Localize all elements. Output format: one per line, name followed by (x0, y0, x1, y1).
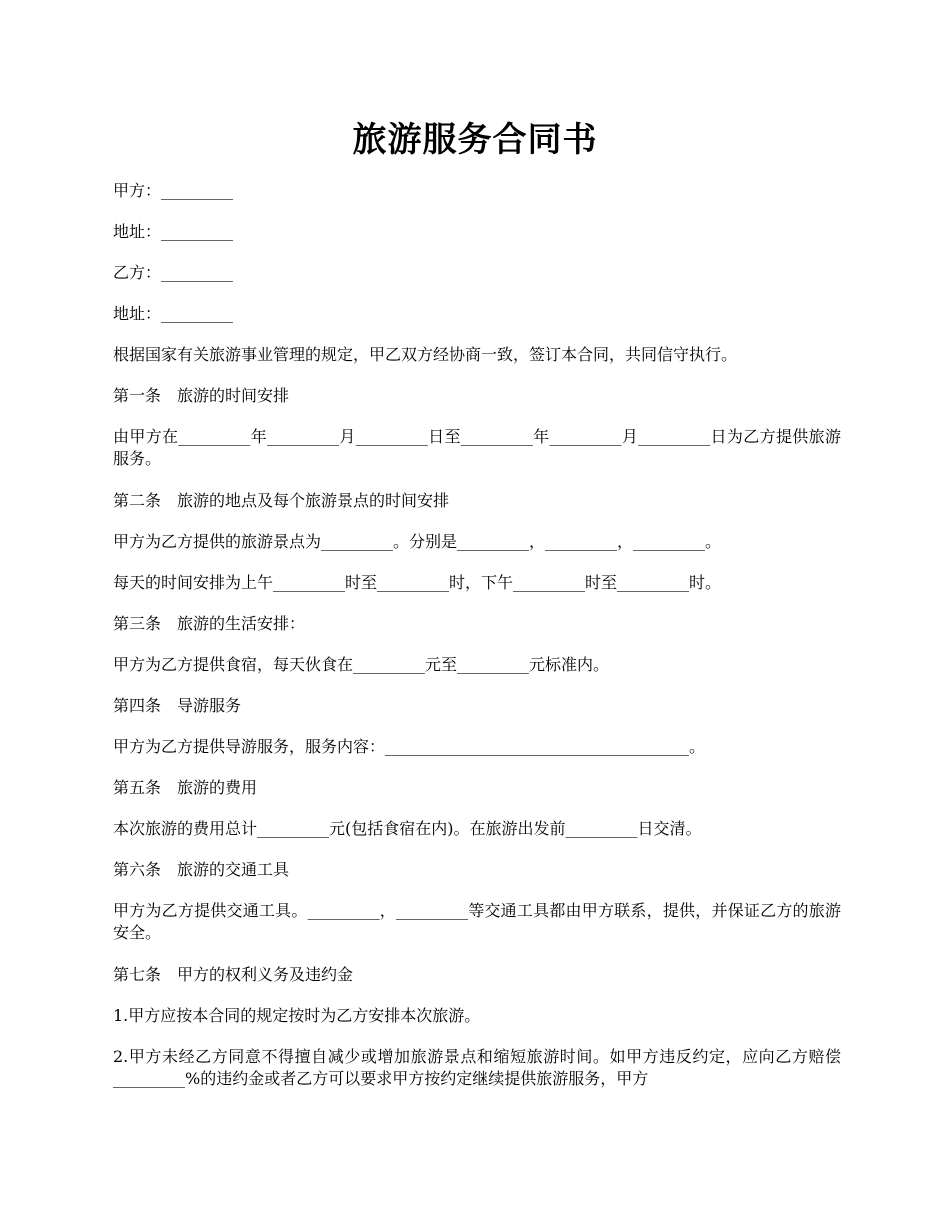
document-body (113, 180, 841, 1110)
article-6-heading: 第六条 旅游的交通工具 (113, 860, 290, 879)
article-6-body: 甲方为乙方提供交通工具。_________，_________等交通工具都由甲方联系，提供，并保证乙方的旅游安全。 (113, 901, 841, 942)
article-5-heading: 第五条 旅游的费用 (113, 778, 258, 797)
article-4-body: 甲方为乙方提供导游服务，服务内容：______________________________________。 (113, 737, 706, 756)
document-title: 旅游服务合同书 (352, 120, 598, 160)
article-5-body: 本次旅游的费用总计_________元(包括食宿在内)。在旅游出发前_________日交清。 (113, 819, 702, 838)
article-7-item-1: 1.甲方应按本合同的规定按时为乙方安排本次旅游。 (113, 1006, 481, 1025)
party-a-address-line: 地址：_________ (113, 222, 234, 241)
party-a-line: 甲方：_________ (113, 181, 234, 200)
article-3-heading: 第三条 旅游的生活安排： (113, 614, 306, 633)
article-1-heading: 第一条 旅游的时间安排 (113, 386, 290, 405)
article-7-heading: 第七条 甲方的权利义务及违约金 (113, 965, 354, 984)
article-3-body: 甲方为乙方提供食宿，每天伙食在_________元至_________元标准内。 (113, 655, 610, 674)
article-4-heading: 第四条 导游服务 (113, 696, 242, 715)
article-2-body-spots: 甲方为乙方提供的旅游景点为_________。分别是_________，_________，_________。 (113, 532, 722, 551)
party-b-line: 乙方：_________ (113, 263, 234, 282)
article-2-body-schedule: 每天的时间安排为上午_________时至_________时，下午_________时至_________时。 (113, 573, 722, 592)
article-2-heading: 第二条 旅游的地点及每个旅游景点的时间安排 (113, 491, 450, 510)
party-b-address-line: 地址：_________ (113, 304, 234, 323)
preamble-paragraph: 根据国家有关旅游事业管理的规定，甲乙双方经协商一致，签订本合同，共同信守执行。 (113, 345, 738, 364)
article-7-item-2: 2.甲方未经乙方同意不得擅自减少或增加旅游景点和缩短旅游时间。如甲方违反约定，应向乙方赔偿_________%的违约金或者乙方可以要求甲方按约定继续提供旅游服务，甲方 (113, 1047, 841, 1088)
article-1-body: 由甲方在_________年_________月_________日至_________年_________月_________日为乙方提供旅游服务。 (113, 427, 841, 468)
